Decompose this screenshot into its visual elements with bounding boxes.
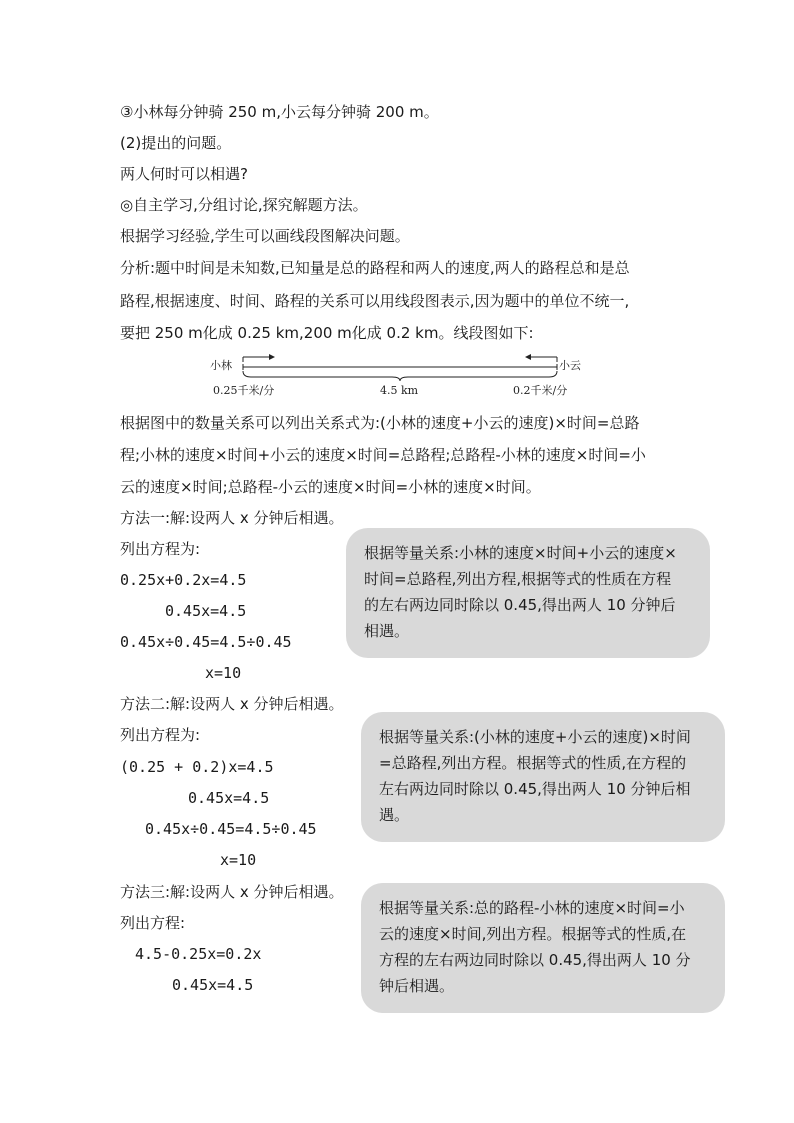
method3-intro: 列出方程: <box>120 914 186 932</box>
analysis-line-2: 路程,根据速度、时间、路程的关系可以用线段图表示,因为题中的单位不统一, <box>120 292 630 310</box>
method2-equation-3: 0.45x÷0.45=4.5÷0.45 <box>145 820 317 838</box>
method1-note-line: 相遇。 <box>364 622 410 640</box>
text-line-4: ◎自主学习,分组讨论,探究解题方法。 <box>120 196 368 214</box>
method1-note-line: 时间=总路程,列出方程,根据等式的性质在方程 <box>364 570 672 588</box>
method2-note-line: 左右两边同时除以 0.45,得出两人 10 分钟后相 <box>379 780 691 798</box>
method2-note-line: 根据等量关系:(小林的速度+小云的速度)×时间 <box>379 728 691 746</box>
distance-brace <box>243 371 557 381</box>
relation-line-1: 根据图中的数量关系可以列出关系式为:(小林的速度+小云的速度)×时间=总路 <box>120 414 640 432</box>
method3-title: 方法三:解:设两人 x 分钟后相遇。 <box>120 883 344 901</box>
analysis-line-3: 要把 250 m化成 0.25 km,200 m化成 0.2 km。线段图如下: <box>120 324 534 342</box>
method2-equation-4: x=10 <box>220 851 257 869</box>
left-arrow-head <box>269 354 275 360</box>
analysis-line-1: 分析:题中时间是未知数,已知量是总的路程和两人的速度,两人的路程总和是总 <box>120 259 630 277</box>
method1-title: 方法一:解:设两人 x 分钟后相遇。 <box>120 509 344 527</box>
method1-equation-4: x=10 <box>205 664 242 682</box>
method2-note-line: =总路程,列出方程。根据等式的性质,在方程的 <box>379 754 687 772</box>
right-arrow-head <box>525 354 531 360</box>
method2-note-bubble <box>361 712 725 842</box>
text-line-3: 两人何时可以相遇? <box>120 165 248 183</box>
diagram-right-name: 小云 <box>559 359 581 372</box>
method3-equation-1: 4.5-0.25x=0.2x <box>135 945 262 963</box>
method2-note-line: 遇。 <box>379 806 410 824</box>
method1-equation-1: 0.25x+0.2x=4.5 <box>120 571 247 589</box>
method3-equation-2: 0.45x=4.5 <box>172 976 254 994</box>
method3-note-line: 方程的左右两边同时除以 0.45,得出两人 10 分 <box>379 951 691 969</box>
method2-equation-2: 0.45x=4.5 <box>188 789 270 807</box>
relation-line-2: 程;小林的速度×时间+小云的速度×时间=总路程;总路程-小林的速度×时间=小 <box>120 446 646 464</box>
method2-title: 方法二:解:设两人 x 分钟后相遇。 <box>120 695 344 713</box>
method1-note-bubble <box>346 528 710 658</box>
line-segment-diagram <box>205 350 595 400</box>
diagram-distance: 4.5 km <box>380 384 419 397</box>
method1-intro: 列出方程为: <box>120 540 201 558</box>
method1-note-line: 根据等量关系:小林的速度×时间+小云的速度× <box>364 544 677 562</box>
text-line-5: 根据学习经验,学生可以画线段图解决问题。 <box>120 227 410 245</box>
diagram-left-speed: 0.25千米/分 <box>213 384 275 397</box>
method1-equation-3: 0.45x÷0.45=4.5÷0.45 <box>120 633 292 651</box>
method3-note-bubble <box>361 883 725 1013</box>
relation-line-3: 云的速度×时间;总路程-小云的速度×时间=小林的速度×时间。 <box>120 478 541 496</box>
diagram-left-name: 小林 <box>210 359 232 372</box>
method1-equation-2: 0.45x=4.5 <box>165 602 247 620</box>
method2-intro: 列出方程为: <box>120 726 201 744</box>
diagram-right-speed: 0.2千米/分 <box>513 384 568 397</box>
method3-note-line: 钟后相遇。 <box>379 977 455 995</box>
method1-note-line: 的左右两边同时除以 0.45,得出两人 10 分钟后 <box>364 596 676 614</box>
method2-equation-1: (0.25 + 0.2)x=4.5 <box>120 758 274 776</box>
text-line-2: (2)提出的问题。 <box>120 134 232 152</box>
text-line-1: ③小林每分钟骑 250 m,小云每分钟骑 200 m。 <box>120 103 439 121</box>
method3-note-line: 云的速度×时间,列出方程。根据等式的性质,在 <box>379 925 687 943</box>
method3-note-line: 根据等量关系:总的路程-小林的速度×时间=小 <box>379 899 685 917</box>
